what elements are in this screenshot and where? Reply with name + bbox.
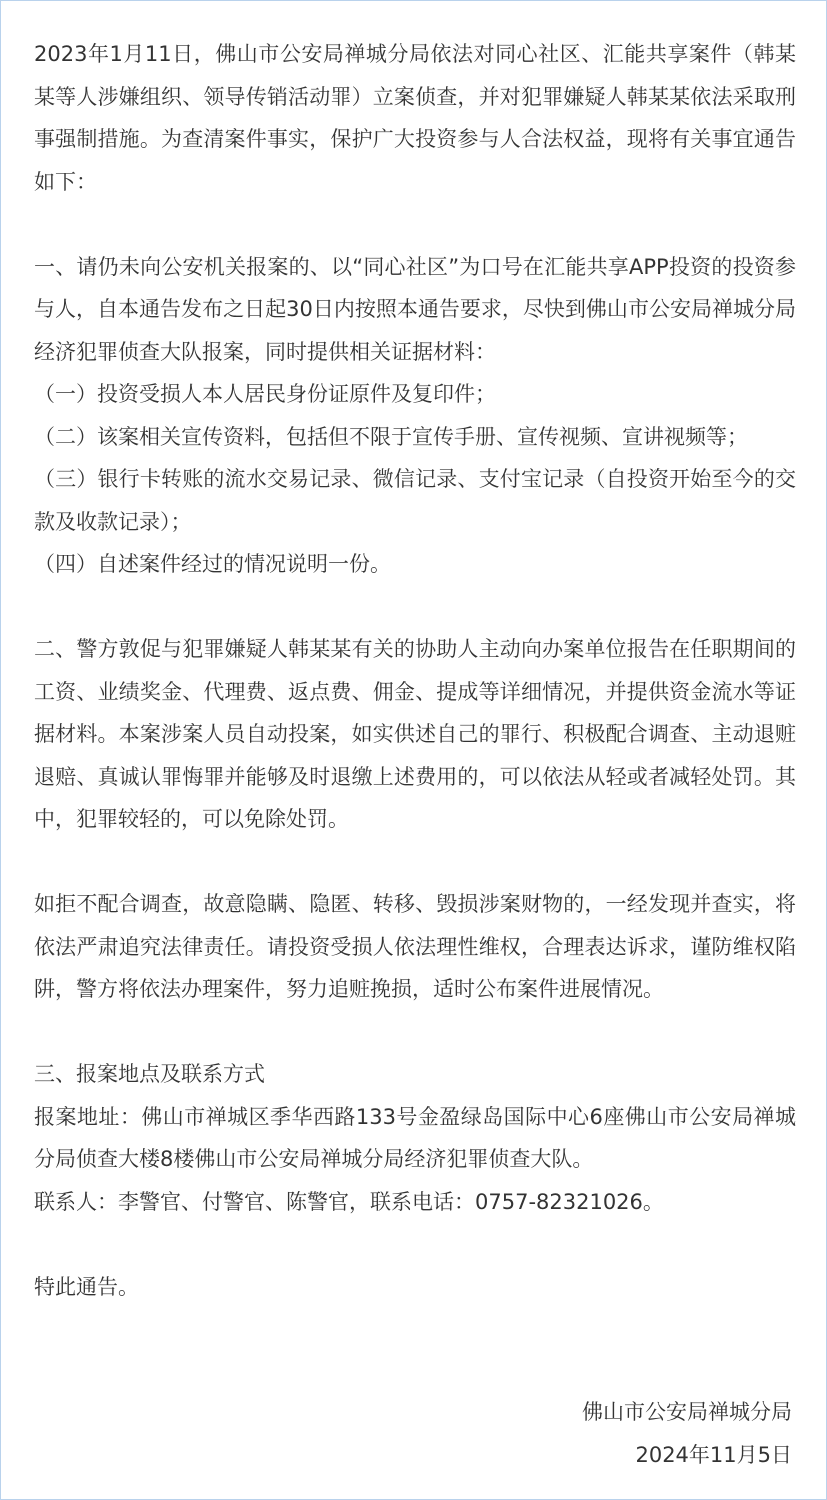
paragraph-spacer	[34, 1223, 796, 1266]
contact-info: 联系人：李警官、付警官、陈警官，联系电话：0757-82321026。	[34, 1189, 664, 1214]
section-one-paragraph: 一、请仍未向公安机关报案的、以“同心社区”为口号在汇能共享APP投资的投资参与人，自本通告发布之日起30日内按照本通告要求，尽快到佛山市公安局禅城分局经济犯罪侦查大队报案，同时提供相关证据材料：	[34, 254, 796, 364]
section-two-paragraph: 二、警方敦促与犯罪嫌疑人韩某某有关的协助人主动向办案单位报告在任职期间的工资、业绩奖金、代理费、返点费、佣金、提成等详细情况，并提供资金流水等证据材料。本案涉案人员自动投案，如实供述自己的罪行、积极配合调查、主动退赃退赔、真诚认罪悔罪并能够及时退缴上述费用的，可以依法从轻或者减轻处罚。其中，犯罪较轻的，可以免除处罚。	[34, 637, 796, 831]
signature-organization: 佛山市公安局禅城分局	[582, 1400, 792, 1424]
closing-line: 特此通告。	[34, 1274, 139, 1299]
section-one-item-1: （一）投资受损人本人居民身份证原件及复印件；	[34, 382, 496, 406]
warning-paragraph: 如拒不配合调查，故意隐瞒、隐匿、转移、毁损涉案财物的，一经发现并查实，将依法严肃追究法律责任。请投资受损人依法理性维权，合理表达诉求，谨防维权陷阱，警方将依法办理案件，努力追赃挽损，适时公布案件进展情况。	[34, 892, 796, 1001]
section-one-item-3: （三）银行卡转账的流水交易记录、微信记录、支付宝记录（自投资开始至今的交款及收款记录）；	[34, 467, 796, 534]
intro-paragraph: 2023年1月11日，佛山市公安局禅城分局依法对同心社区、汇能共享案件（韩某某等人涉嫌组织、领导传销活动罪）立案侦查，并对犯罪嫌疑人韩某某依法采取刑事强制措施。为查清案件事实，保护广大投资参与人合法权益，现将有关事宜通告如下：	[34, 42, 796, 194]
paragraph-spacer	[34, 203, 796, 246]
section-one-item-4: （四）自述案件经过的情况说明一份。	[34, 552, 391, 576]
report-address: 报案地址：佛山市禅城区季华西路133号金盈绿岛国际中心6座佛山市公安局禅城分局侦查大楼8楼佛山市公安局禅城分局经济犯罪侦查大队。	[34, 1104, 796, 1171]
signature-date: 2024年11月5日	[635, 1443, 792, 1467]
section-one-item-2: （二）该案相关宣传资料，包括但不限于宣传手册、宣传视频、宣讲视频等；	[34, 424, 748, 449]
paragraph-spacer	[34, 586, 796, 629]
section-three-heading: 三、报案地点及联系方式	[34, 1062, 265, 1086]
notice-body	[34, 33, 796, 1308]
paragraph-spacer	[34, 1011, 796, 1054]
paragraph-spacer	[34, 841, 796, 884]
